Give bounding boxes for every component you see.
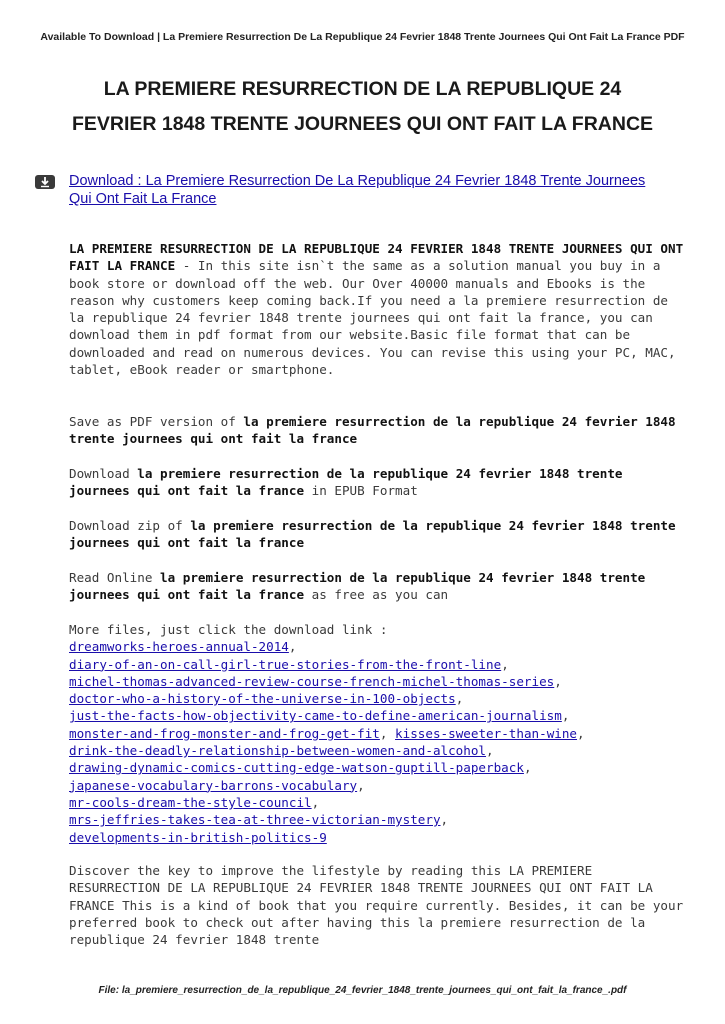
save-pdf-title: la premiere resurrection de la republique 24 fevrier 1848 trente journees qui ont fait la france bbox=[69, 414, 676, 447]
page-header: Available To Download | La Premiere Resurrection De La Republique 24 Fevrier 1848 Trente Journees Qui Ont Fait La France PDF bbox=[40, 31, 685, 43]
zip-title: la premiere resurrection de la republique 24 fevrier 1848 trente journees qui ont fait la france bbox=[69, 518, 676, 551]
epub-title: la premiere resurrection de la republique 24 fevrier 1848 trente journees qui ont fait la france bbox=[69, 466, 623, 499]
zip-paragraph bbox=[69, 517, 689, 552]
file-link[interactable]: drink-the-deadly-relationship-between-women-and-alcohol bbox=[69, 743, 487, 759]
file-link[interactable]: doctor-who-a-history-of-the-universe-in-100-objects bbox=[69, 691, 456, 707]
epub-suffix: in EPUB Format bbox=[304, 483, 418, 499]
title-line-1: LA PREMIERE RESURRECTION DE LA REPUBLIQUE 24 bbox=[103, 78, 622, 100]
download-icon[interactable] bbox=[35, 175, 55, 189]
download-link[interactable]: Download : La Premiere Resurrection De La Republique 24 Fevrier 1848 Trente Journees Qui Ont Fait La France bbox=[69, 173, 646, 207]
page-footer: File: la_premiere_resurrection_de_la_republique_24_fevrier_1848_trente_journees_qui_ont_fait_la_france_.pdf bbox=[98, 985, 627, 996]
epub-paragraph bbox=[69, 465, 689, 500]
discover-paragraph: Discover the key to improve the lifestyle by reading this LA PREMIERE RESURRECTION DE LA REPUBLIQUE 24 FEVRIER 1848 TRENTE JOURNEES QUI ONT FAIT LA FRANCE This is a kind of book that you require currently. Besides, it can be your preferred book to check out after having this la premiere resurrection de la republique 24 fevrier 1848 trente bbox=[69, 863, 684, 948]
intro-paragraph bbox=[69, 240, 689, 378]
epub-prefix: Download bbox=[69, 466, 138, 481]
title-line-2: FEVRIER 1848 TRENTE JOURNEES QUI ONT FAIT LA FRANCE bbox=[71, 113, 654, 135]
file-link[interactable]: monster-and-frog-monster-and-frog-get-fit bbox=[69, 725, 380, 741]
file-link[interactable]: drawing-dynamic-comics-cutting-edge-watson-guptill-paperback bbox=[69, 760, 524, 776]
read-online-paragraph bbox=[69, 569, 689, 604]
more-files-paragraph: More files, just click the download link : dreamworks-heroes-annual-2014, diary-of-an-on-call-girl-true-stories-from-the-front-line, michel-thomas-advanced-review-course-french-michel-thomas-series, doctor-who-a-history-of-the-universe-in-100-objects, just-the-facts-how-objectivity-came-to-define-american-journalism, monster-and-frog-monster-and-frog-get-fit, kisses-sweeter-than-wine, drink-the-deadly-relationship-between-women-and-alcohol, drawing-dynamic-comics-cutting-edge-watson-guptill-paperback, japanese-vocabulary-barrons-vocabulary, mr-cools-dream-the-style-council, mrs-jeffries-takes-tea-at-three-victorian-mystery, developments-in-british-politics-9 bbox=[69, 622, 585, 845]
read-online-suffix: as free as you can bbox=[304, 587, 449, 603]
file-link[interactable]: mr-cools-dream-the-style-council bbox=[69, 794, 312, 810]
intro-text: - In this site isn`t the same as a solution manual you buy in a book store or download off the web. Our Over 40000 manuals and Ebooks is the reason why customers keep coming back.If you need a la premiere resurrection de la republique 24 fevrier 1848 trente journees qui ont fait la france, you can download them in pdf format from our website.Basic file format that can be downloaded and read on numerous devices. You can revise this using your PC, MAC, tablet, eBook reader or smartphone. bbox=[69, 258, 676, 378]
file-link[interactable]: developments-in-british-politics-9 bbox=[69, 829, 327, 845]
more-files-label: More files, just click the download link : bbox=[69, 622, 388, 637]
read-online-prefix: Read Online bbox=[69, 570, 160, 585]
file-link[interactable]: diary-of-an-on-call-girl-true-stories-from-the-front-line bbox=[69, 656, 502, 672]
intro-bold-title: LA PREMIERE RESURRECTION DE LA REPUBLIQUE 24 FEVRIER 1848 TRENTE JOURNEES QUI ONT FAIT LA FRANCE bbox=[69, 241, 684, 274]
file-link[interactable]: kisses-sweeter-than-wine bbox=[395, 725, 578, 741]
save-pdf-prefix: Save as PDF version of bbox=[69, 414, 244, 429]
read-online-title: la premiere resurrection de la republique 24 fevrier 1848 trente journees qui ont fait la france bbox=[69, 570, 646, 603]
file-link[interactable]: just-the-facts-how-objectivity-came-to-define-american-journalism bbox=[69, 708, 562, 724]
file-link[interactable]: michel-thomas-advanced-review-course-french-michel-thomas-series bbox=[69, 673, 555, 689]
file-link[interactable]: dreamworks-heroes-annual-2014 bbox=[69, 639, 289, 655]
file-link[interactable]: mrs-jeffries-takes-tea-at-three-victorian-mystery bbox=[69, 812, 441, 828]
file-link[interactable]: japanese-vocabulary-barrons-vocabulary bbox=[69, 777, 358, 793]
save-pdf-paragraph bbox=[69, 413, 689, 448]
zip-prefix: Download zip of bbox=[69, 518, 191, 533]
document-title bbox=[40, 72, 685, 142]
